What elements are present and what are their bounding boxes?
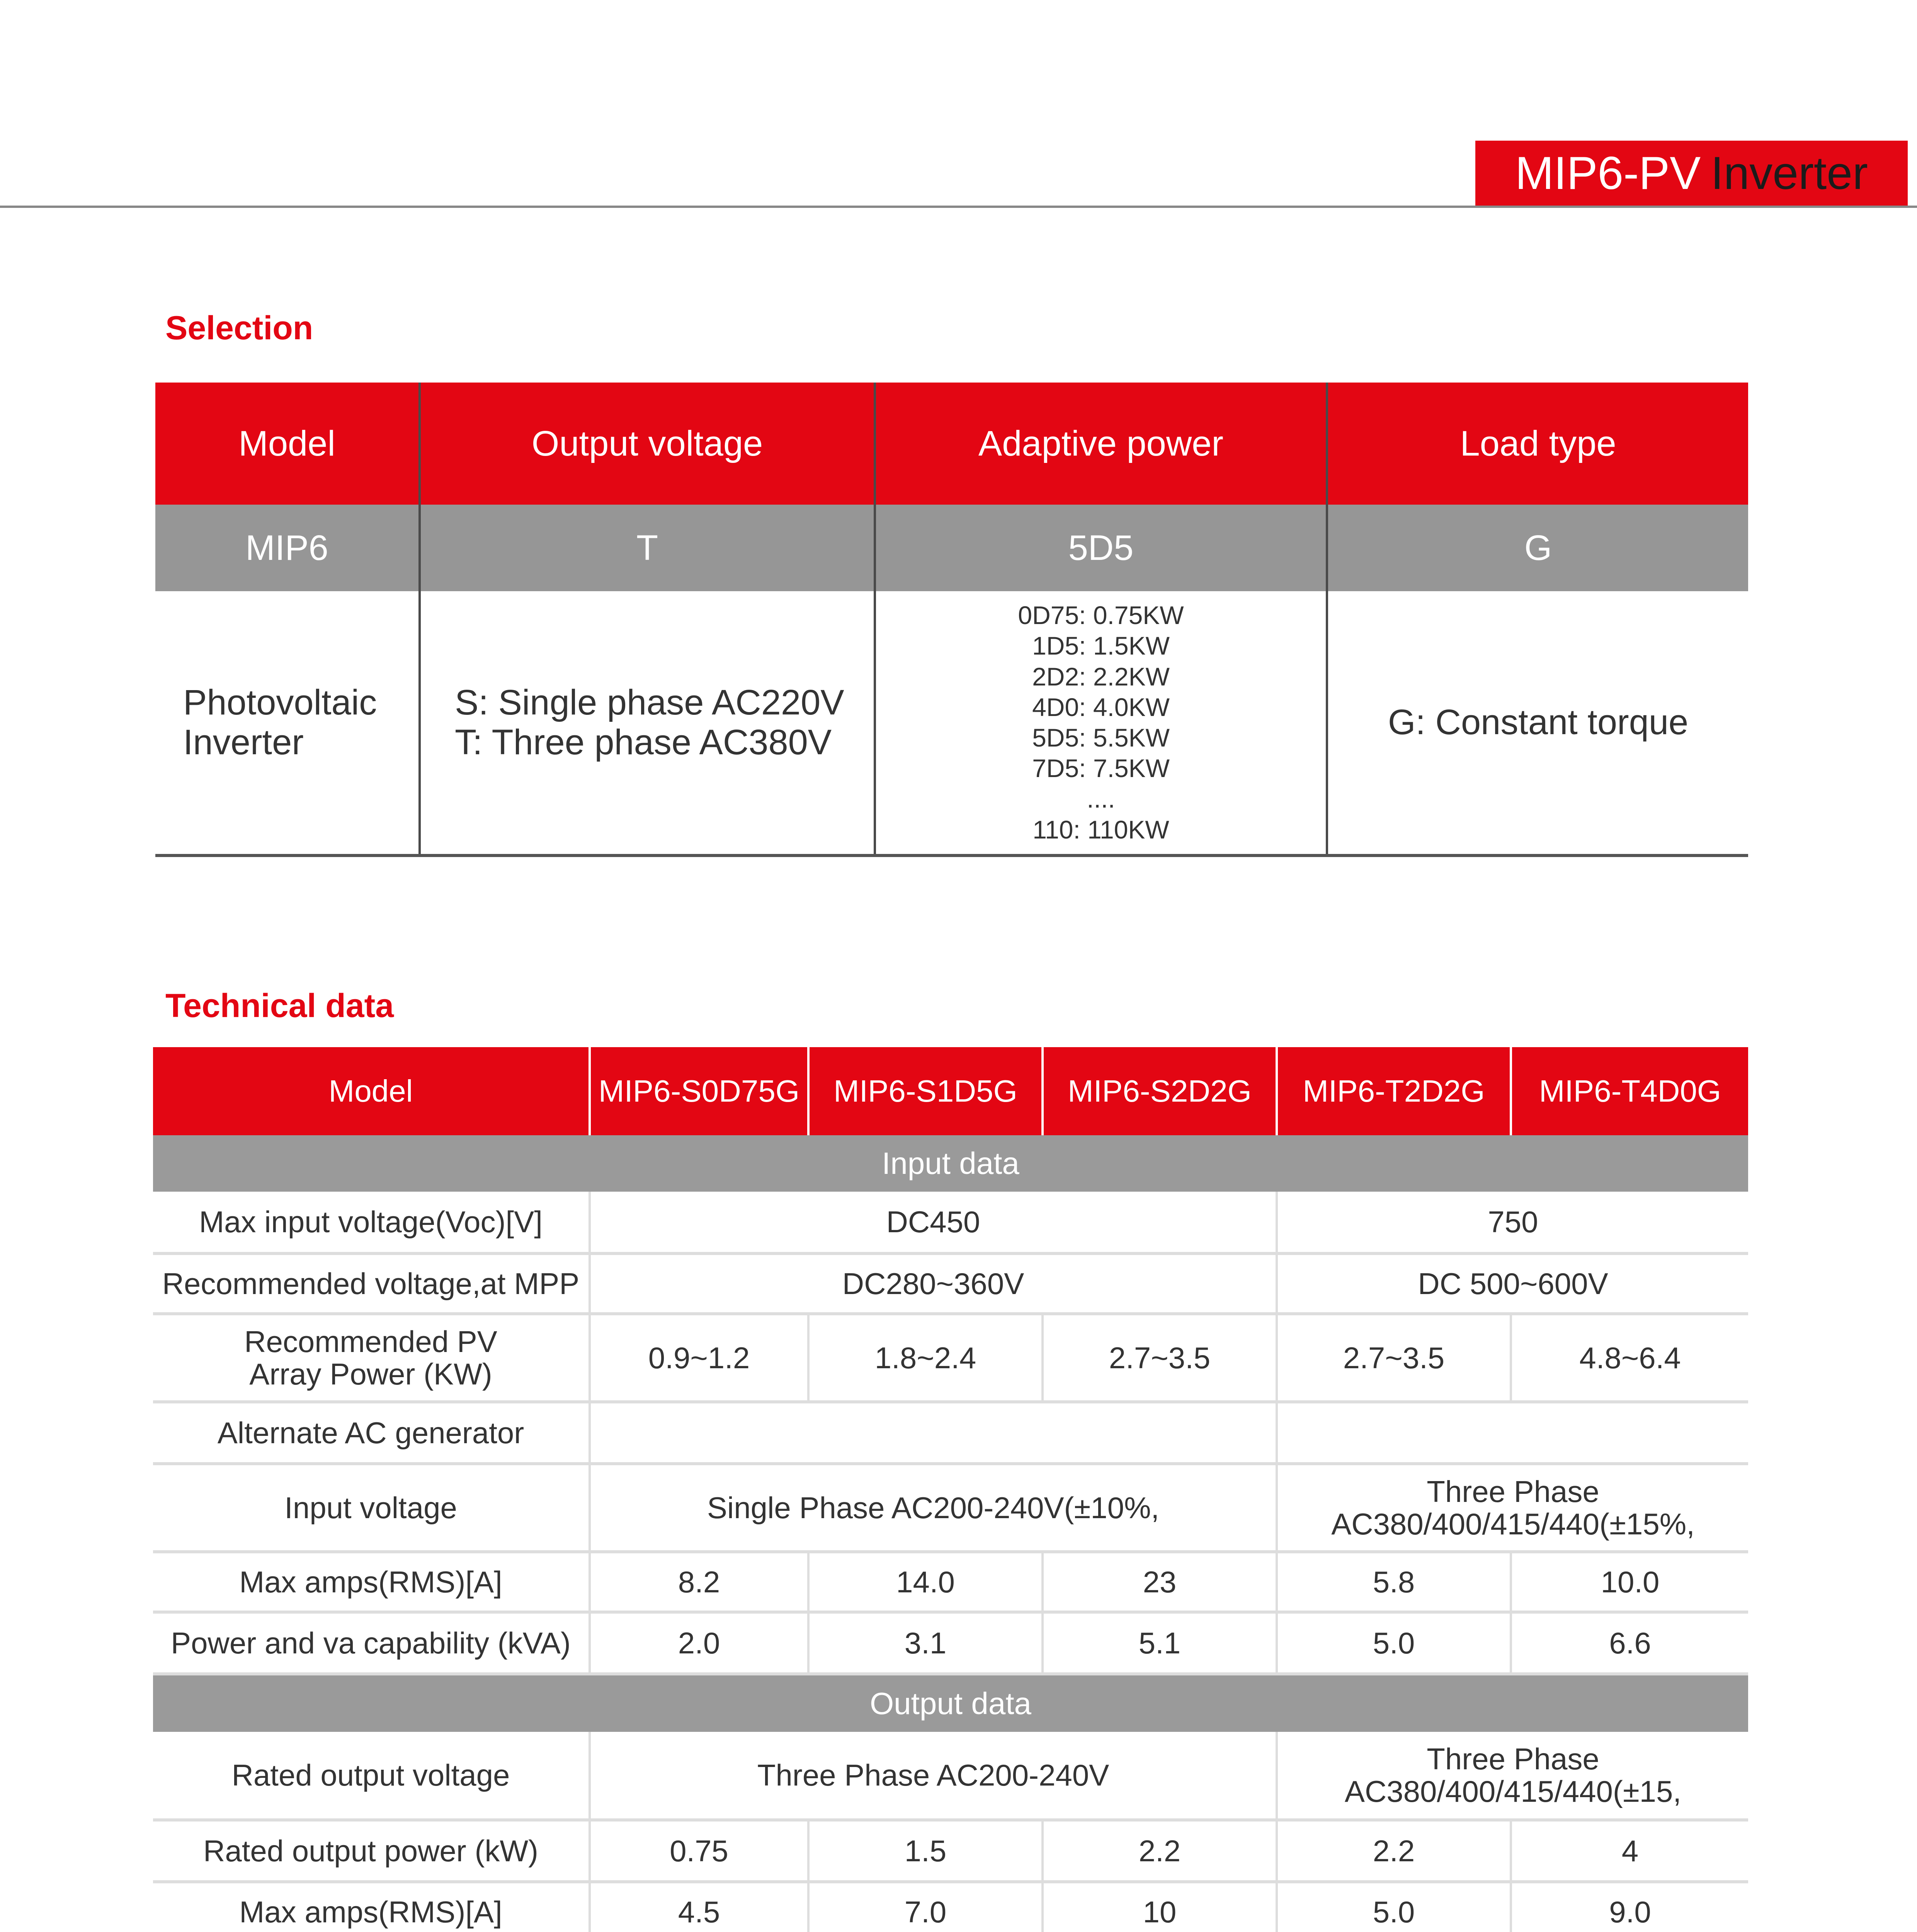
technical-heading: Technical data xyxy=(165,987,394,1024)
table-cell: 5.8 xyxy=(1277,1552,1511,1612)
cell-single-phase: Three Phase AC200-240V xyxy=(590,1732,1277,1820)
table-row xyxy=(153,1192,1748,1253)
selection-header-row xyxy=(155,383,1748,505)
row-label: Max amps(RMS)[A] xyxy=(153,1882,590,1932)
cell-three-phase: 750 xyxy=(1277,1192,1748,1253)
row-label: Recommended voltage,at MPP xyxy=(153,1253,590,1314)
table-cell: 8.2 xyxy=(590,1552,808,1612)
table-cell-empty xyxy=(590,1402,1277,1464)
title-product: MIP6-PV xyxy=(1515,147,1701,199)
table-cell: 9.0 xyxy=(1511,1882,1748,1932)
header-adaptive-power: Adaptive power xyxy=(875,383,1327,505)
model-s2d2g: MIP6-S2D2G xyxy=(1043,1047,1277,1135)
table-cell: 2.7~3.5 xyxy=(1043,1314,1277,1402)
table-cell: 10 xyxy=(1043,1882,1277,1932)
section-input xyxy=(153,1135,1748,1192)
row-label: Input voltage xyxy=(153,1464,590,1552)
cell-three-phase: DC 500~600V xyxy=(1277,1253,1748,1314)
desc-model: Photovoltaic Inverter xyxy=(155,591,420,855)
table-cell: 1.8~2.4 xyxy=(808,1314,1043,1402)
model-t2d2g: MIP6-T2D2G xyxy=(1277,1047,1511,1135)
page-title xyxy=(1475,141,1908,206)
code-power: 5D5 xyxy=(875,505,1327,591)
header-output-voltage: Output voltage xyxy=(420,383,875,505)
desc-voltage: S: Single phase AC220V T: Three phase AC380V xyxy=(420,591,875,855)
selection-code-row xyxy=(155,505,1748,591)
table-cell: 2.2 xyxy=(1277,1820,1511,1882)
table-cell: 5.0 xyxy=(1277,1612,1511,1674)
technical-header-row xyxy=(153,1047,1748,1135)
row-label: Max input voltage(Voc)[V] xyxy=(153,1192,590,1253)
table-cell: 7.0 xyxy=(808,1882,1043,1932)
technical-table xyxy=(153,1047,1748,1932)
table-cell: 2.0 xyxy=(590,1612,808,1674)
code-model: MIP6 xyxy=(155,505,420,591)
table-cell: 10.0 xyxy=(1511,1552,1748,1612)
table-row xyxy=(153,1820,1748,1882)
desc-load: G: Constant torque xyxy=(1327,591,1748,855)
header-load-type: Load type xyxy=(1327,383,1748,505)
table-cell: 4 xyxy=(1511,1820,1748,1882)
header-divider xyxy=(0,206,1917,208)
table-cell: 3.1 xyxy=(808,1612,1043,1674)
table-cell: 1.5 xyxy=(808,1820,1043,1882)
model-s1d5g: MIP6-S1D5G xyxy=(808,1047,1043,1135)
section-input-label: Input data xyxy=(153,1135,1748,1192)
cell-three-phase: Three Phase AC380/400/415/440(±15%, xyxy=(1277,1464,1748,1552)
cell-single-phase: Single Phase AC200-240V(±10%, xyxy=(590,1464,1277,1552)
table-cell: 23 xyxy=(1043,1552,1277,1612)
table-row xyxy=(153,1732,1748,1820)
table-cell: 0.9~1.2 xyxy=(590,1314,808,1402)
row-label: Power and va capability (kVA) xyxy=(153,1612,590,1674)
table-cell: 2.7~3.5 xyxy=(1277,1314,1511,1402)
section-output-label: Output data xyxy=(153,1674,1748,1732)
cell-single-phase: DC280~360V xyxy=(590,1253,1277,1314)
table-cell: 14.0 xyxy=(808,1552,1043,1612)
row-label: Max amps(RMS)[A] xyxy=(153,1552,590,1612)
table-cell: 5.0 xyxy=(1277,1882,1511,1932)
header-model: Model xyxy=(155,383,420,505)
table-cell: 2.2 xyxy=(1043,1820,1277,1882)
row-label: Rated output power (kW) xyxy=(153,1820,590,1882)
table-row xyxy=(153,1464,1748,1552)
row-label: Recommended PV Array Power (KW) xyxy=(153,1314,590,1402)
selection-description-row xyxy=(155,591,1748,855)
table-row xyxy=(153,1612,1748,1674)
code-voltage: T xyxy=(420,505,875,591)
table-row xyxy=(153,1882,1748,1932)
table-row xyxy=(153,1402,1748,1464)
table-row xyxy=(153,1314,1748,1402)
selection-table xyxy=(155,383,1748,857)
desc-power-list: 0D75: 0.75KW 1D5: 1.5KW 2D2: 2.2KW 4D0: 4.0KW 5D5: 5.5KW 7D5: 7.5KW .... 110: 110KW xyxy=(875,591,1327,855)
table-cell: 5.1 xyxy=(1043,1612,1277,1674)
table-cell-empty xyxy=(1277,1402,1748,1464)
table-row xyxy=(153,1253,1748,1314)
row-label: Alternate AC generator xyxy=(153,1402,590,1464)
cell-three-phase: Three Phase AC380/400/415/440(±15, xyxy=(1277,1732,1748,1820)
title-type: Inverter xyxy=(1711,147,1868,199)
table-cell: 4.8~6.4 xyxy=(1511,1314,1748,1402)
table-row xyxy=(153,1552,1748,1612)
header-model: Model xyxy=(153,1047,590,1135)
model-t4d0g: MIP6-T4D0G xyxy=(1511,1047,1748,1135)
selection-heading: Selection xyxy=(165,310,313,347)
code-load: G xyxy=(1327,505,1748,591)
table-cell: 6.6 xyxy=(1511,1612,1748,1674)
row-label: Rated output voltage xyxy=(153,1732,590,1820)
cell-single-phase: DC450 xyxy=(590,1192,1277,1253)
table-cell: 0.75 xyxy=(590,1820,808,1882)
model-s0d75g: MIP6-S0D75G xyxy=(590,1047,808,1135)
section-output xyxy=(153,1674,1748,1732)
table-cell: 4.5 xyxy=(590,1882,808,1932)
